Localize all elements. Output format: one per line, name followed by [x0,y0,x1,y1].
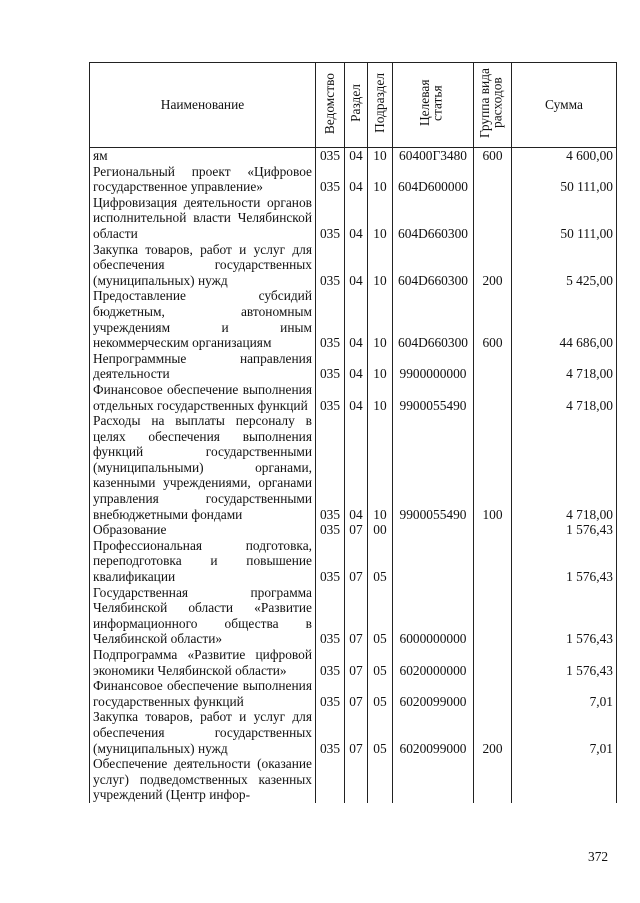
cell-ved: 035 [316,709,345,756]
cell-celevaya [393,522,474,538]
cell-razdel [345,756,368,803]
cell-razdel: 04 [345,242,368,289]
cell-name: Финансовое обеспечение выполнения отдельных государственных функций [90,382,316,413]
cell-ved [316,756,345,803]
cell-gruppa: 100 [474,413,512,522]
table-row [90,678,617,709]
cell-razdel: 07 [345,522,368,538]
cell-name: Государственная программа Челябинской области «Развитие информационного общества в Челябинской области» [90,585,316,647]
cell-gruppa: 600 [474,148,512,164]
cell-gruppa [474,585,512,647]
cell-podrazdel: 05 [368,538,393,585]
cell-podrazdel: 05 [368,585,393,647]
cell-summa: 7,01 [512,709,617,756]
cell-gruppa [474,351,512,382]
table-header-row [90,63,617,148]
cell-name: Закупка товаров, работ и услуг для обеспечения государственных (муниципальных) нужд [90,709,316,756]
cell-razdel: 07 [345,647,368,678]
cell-gruppa: 200 [474,242,512,289]
cell-podrazdel: 10 [368,242,393,289]
cell-razdel: 04 [345,382,368,413]
cell-ved: 035 [316,522,345,538]
cell-ved: 035 [316,195,345,242]
budget-table [89,62,617,803]
cell-name: Образование [90,522,316,538]
cell-summa: 50 111,00 [512,195,617,242]
cell-gruppa [474,756,512,803]
cell-celevaya: 604D660300 [393,288,474,350]
table-row [90,148,617,164]
cell-razdel: 07 [345,585,368,647]
cell-razdel: 04 [345,148,368,164]
cell-podrazdel: 10 [368,351,393,382]
table-row [90,538,617,585]
table-row [90,585,617,647]
cell-podrazdel: 05 [368,647,393,678]
cell-gruppa [474,522,512,538]
cell-gruppa [474,678,512,709]
cell-podrazdel [368,756,393,803]
table-row [90,413,617,522]
cell-celevaya: 6020099000 [393,709,474,756]
cell-podrazdel: 00 [368,522,393,538]
cell-name: Предоставление субсидий бюджетным, автономным учреждениям и иным некоммерческим организациям [90,288,316,350]
cell-podrazdel: 10 [368,164,393,195]
page-number: 372 [588,849,609,864]
cell-summa: 4 718,00 [512,413,617,522]
cell-summa: 44 686,00 [512,288,617,350]
cell-name: Обеспечение деятельности (оказание услуг) подведомственных казенных учреждений (Центр инфор- [90,756,316,803]
cell-summa: 4 600,00 [512,148,617,164]
cell-podrazdel: 10 [368,413,393,522]
table-row [90,351,617,382]
table-row [90,647,617,678]
cell-celevaya: 60400Г3480 [393,148,474,164]
header-razdel: Раздел [345,63,368,148]
cell-celevaya: 6020099000 [393,678,474,709]
header-name: Наименование [90,63,316,148]
cell-celevaya: 9900055490 [393,382,474,413]
cell-razdel: 04 [345,413,368,522]
cell-celevaya: 604D660300 [393,242,474,289]
table-row [90,288,617,350]
cell-name: Подпрограмма «Развитие цифровой экономики Челябинской области» [90,647,316,678]
cell-ved: 035 [316,164,345,195]
cell-gruppa [474,647,512,678]
cell-celevaya [393,756,474,803]
cell-ved: 035 [316,148,345,164]
cell-gruppa [474,538,512,585]
cell-celevaya: 604D660300 [393,195,474,242]
table-row [90,164,617,195]
cell-summa: 50 111,00 [512,164,617,195]
cell-ved: 035 [316,382,345,413]
cell-summa: 4 718,00 [512,351,617,382]
cell-celevaya: 604D600000 [393,164,474,195]
cell-podrazdel: 05 [368,678,393,709]
cell-razdel: 04 [345,195,368,242]
cell-summa: 1 576,43 [512,538,617,585]
cell-summa: 5 425,00 [512,242,617,289]
cell-name: ям [90,148,316,164]
cell-celevaya: 9900055490 [393,413,474,522]
cell-gruppa: 200 [474,709,512,756]
cell-celevaya: 6020000000 [393,647,474,678]
cell-celevaya: 9900000000 [393,351,474,382]
cell-celevaya [393,538,474,585]
header-summa: Сумма [512,63,617,148]
cell-ved: 035 [316,413,345,522]
cell-razdel: 04 [345,288,368,350]
cell-name: Закупка товаров, работ и услуг для обеспечения государственных (муниципальных) нужд [90,242,316,289]
cell-podrazdel: 05 [368,709,393,756]
table-row [90,195,617,242]
cell-ved: 035 [316,538,345,585]
table-row [90,382,617,413]
cell-ved: 035 [316,288,345,350]
cell-razdel: 07 [345,709,368,756]
cell-name: Финансовое обеспечение выполнения государственных функций [90,678,316,709]
cell-ved: 035 [316,678,345,709]
cell-razdel: 04 [345,164,368,195]
cell-podrazdel: 10 [368,195,393,242]
cell-razdel: 07 [345,538,368,585]
cell-summa: 1 576,43 [512,585,617,647]
table-row [90,756,617,803]
cell-ved: 035 [316,585,345,647]
cell-summa: 4 718,00 [512,382,617,413]
header-ved: Ведомство [316,63,345,148]
cell-ved: 035 [316,647,345,678]
cell-podrazdel: 10 [368,148,393,164]
cell-gruppa [474,164,512,195]
cell-podrazdel: 10 [368,382,393,413]
cell-summa: 1 576,43 [512,647,617,678]
cell-name: Расходы на выплаты персоналу в целях обеспечения выполнения функций государственными (муниципальными) органами, казенными учреждениями, органами управления государственными внебюджетными фондами [90,413,316,522]
cell-gruppa: 600 [474,288,512,350]
cell-gruppa [474,195,512,242]
cell-summa: 1 576,43 [512,522,617,538]
cell-gruppa [474,382,512,413]
table-row [90,709,617,756]
table-row [90,242,617,289]
cell-summa [512,756,617,803]
cell-name: Цифровизация деятельности органов исполнительной власти Челябинской области [90,195,316,242]
cell-summa: 7,01 [512,678,617,709]
cell-celevaya: 6000000000 [393,585,474,647]
cell-ved: 035 [316,351,345,382]
table-row [90,522,617,538]
cell-podrazdel: 10 [368,288,393,350]
header-celevaya: Целевая статья [393,63,474,148]
cell-name: Непрограммные направления деятельности [90,351,316,382]
cell-razdel: 04 [345,351,368,382]
cell-razdel: 07 [345,678,368,709]
cell-name: Профессиональная подготовка, переподготовка и повышение квалификации [90,538,316,585]
header-gruppa: Группа вида расходов [474,63,512,148]
cell-ved: 035 [316,242,345,289]
cell-name: Региональный проект «Цифровое государственное управление» [90,164,316,195]
header-podrazdel: Подраздел [368,63,393,148]
